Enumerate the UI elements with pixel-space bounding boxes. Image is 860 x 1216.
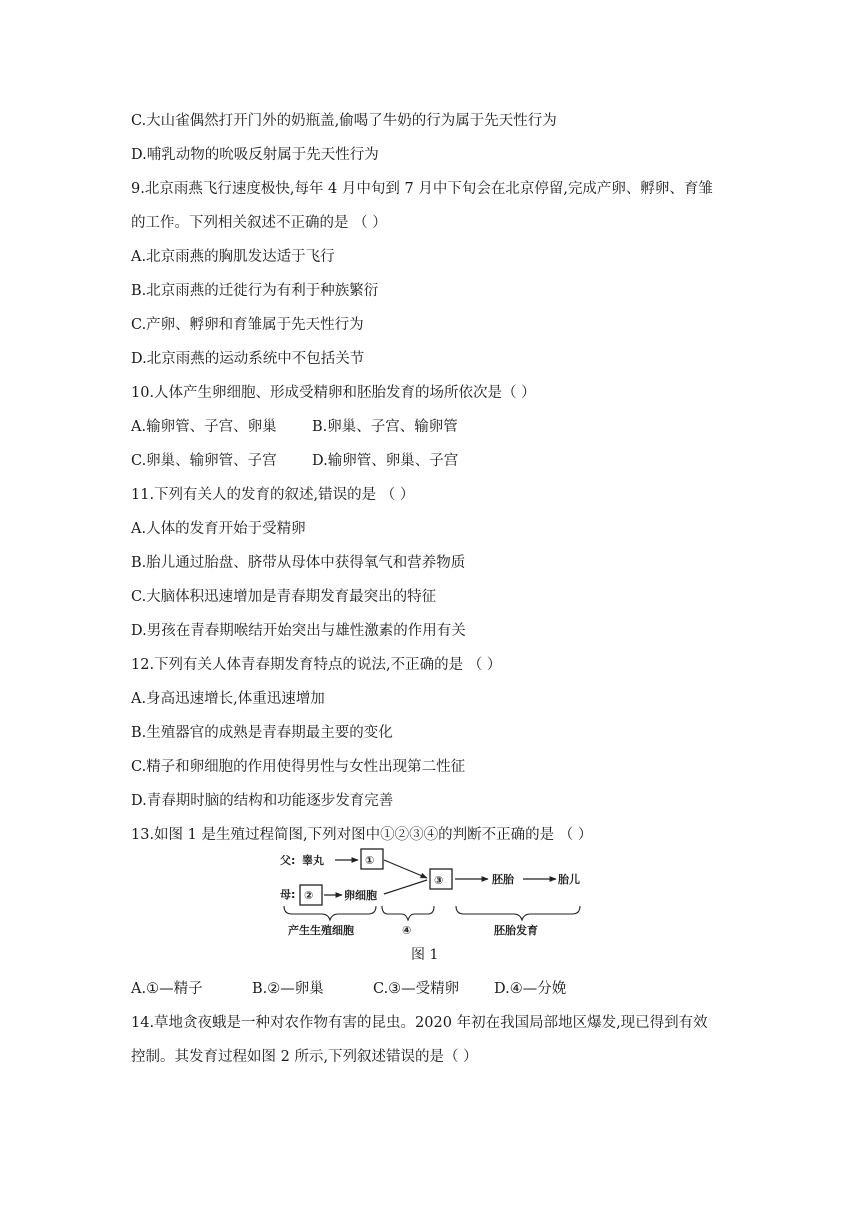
q11-stem: 11.下列有关人的发育的叙述,错误的是 （ ） xyxy=(131,487,415,503)
q11-option-d: D.男孩在青春期喉结开始突出与雄性激素的作用有关 xyxy=(131,623,466,639)
box-3-label: ③ xyxy=(434,874,444,887)
q9-stem-line2: 的工作。下列相关叙述不正确的是 （ ） xyxy=(131,215,387,231)
q10-options-row2 xyxy=(131,451,458,471)
q11-option-c: C.大脑体积迅速增加是青春期发育最突出的特征 xyxy=(131,589,437,605)
q12-option-c: C.精子和卵细胞的作用使得男性与女性出现第二性征 xyxy=(131,759,466,775)
q13-stem: 13.如图 1 是生殖过程简图,下列对图中①②③④的判断不正确的是 （ ） xyxy=(131,827,593,843)
mother-label: 母: xyxy=(280,888,296,901)
brace-2-label: ④ xyxy=(402,924,412,937)
q10-option-a: A.输卵管、子宫、卵巢 xyxy=(131,419,277,435)
q14-stem-line1: 14.草地贪夜蛾是一种对农作物有害的昆虫。2020 年初在我国局部地区爆发,现已得到有效 xyxy=(131,1015,708,1031)
brace-3 xyxy=(456,906,580,920)
figure-1-caption: 图 1 xyxy=(411,947,439,963)
embryo-label: 胚胎 xyxy=(492,873,514,886)
brace-3-label: 胚胎发育 xyxy=(494,924,538,937)
q8-option-d: D.哺乳动物的吮吸反射属于先天性行为 xyxy=(131,147,379,163)
q9-option-b: B.北京雨燕的迁徙行为有利于种族繁衍 xyxy=(131,283,379,299)
q13-options xyxy=(131,979,566,999)
fetus-label: 胎儿 xyxy=(558,873,580,886)
q10-option-b: B.卵巢、子宫、输卵管 xyxy=(312,419,458,435)
q13-option-a: A.①—精子 xyxy=(131,981,203,997)
q14-stem-line2: 控制。其发育过程如图 2 所示,下列叙述错误的是（ ） xyxy=(131,1049,478,1065)
q10-options-row1 xyxy=(131,417,458,437)
merge-line-bottom xyxy=(384,880,427,894)
father-label: 父: xyxy=(280,854,296,867)
testis-label: 睾丸 xyxy=(302,854,324,867)
merge-line-top xyxy=(384,860,427,878)
q10-option-d: D.输卵管、卵巢、子宫 xyxy=(312,453,459,469)
brace-1 xyxy=(284,906,376,920)
egg-label: 卵细胞 xyxy=(344,889,377,902)
q11-option-b: B.胎儿通过胎盘、脐带从母体中获得氧气和营养物质 xyxy=(131,555,466,571)
q9-option-a: A.北京雨燕的胸肌发达适于飞行 xyxy=(131,249,335,265)
q12-stem: 12.下列有关人体青春期发育特点的说法,不正确的是 （ ） xyxy=(131,657,502,673)
q13-option-c: C.③—受精卵 xyxy=(373,981,460,997)
q9-stem-line1: 9.北京雨燕飞行速度极快,每年 4 月中旬到 7 月中下旬会在北京停留,完成产卵、孵卵、育雏 xyxy=(131,181,713,197)
q10-stem: 10.人体产生卵细胞、形成受精卵和胚胎发育的场所依次是（ ） xyxy=(131,385,536,401)
brace-2 xyxy=(382,906,434,920)
box-2-label: ② xyxy=(304,889,314,902)
q13-option-b: B.②—卵巢 xyxy=(252,981,324,997)
q9-option-c: C.产卵、孵卵和育雏属于先天性行为 xyxy=(131,317,364,333)
q12-option-d: D.青春期时脑的结构和功能逐步发育完善 xyxy=(131,793,394,809)
q11-option-a: A.人体的发育开始于受精卵 xyxy=(131,521,306,537)
box-1-label: ① xyxy=(365,854,375,867)
q8-option-c: C.大山雀偶然打开门外的奶瓶盖,偷喝了牛奶的行为属于先天性行为 xyxy=(131,113,557,129)
q12-option-a: A.身高迅速增长,体重迅速增加 xyxy=(131,691,325,707)
reproduction-diagram xyxy=(272,842,592,942)
q10-option-c: C.卵巢、输卵管、子宫 xyxy=(131,453,277,469)
q12-option-b: B.生殖器官的成熟是青春期最主要的变化 xyxy=(131,725,393,741)
q13-option-d: D.④—分娩 xyxy=(494,981,567,997)
brace-1-label: 产生生殖细胞 xyxy=(288,924,354,937)
q9-option-d: D.北京雨燕的运动系统中不包括关节 xyxy=(131,351,365,367)
